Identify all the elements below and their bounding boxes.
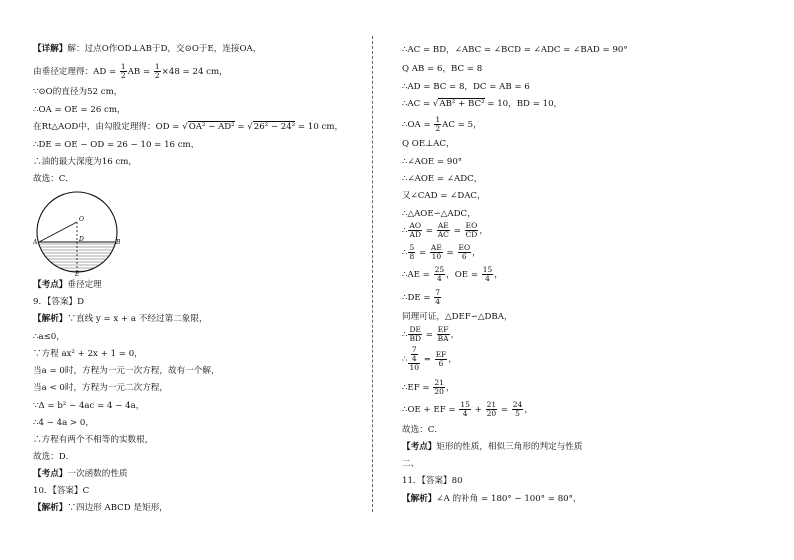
line-max-depth: ∴油的最大深度为16 cm， — [33, 157, 137, 167]
label-e: E — [75, 271, 80, 276]
line-two-roots: ∴方程有两个不相等的实数根， — [33, 435, 154, 445]
column-divider — [372, 36, 373, 512]
line-q11-analysis: 【解析】∠A 的补角 = 180° − 100° = 80°， — [402, 494, 582, 504]
line-diameter: ∵⊙O的直径为52 cm， — [33, 87, 123, 97]
fraction-half: $\frac{1}{2}$ — [120, 62, 126, 80]
line-opposite-sides: ∴AD = BC = 8，DC = AB = 6 — [402, 82, 530, 92]
line-oa: ∴OA = $\frac{1}{2}$ AC = 5， — [402, 115, 482, 133]
line-pythagoras: 在Rt△AOD中，由勾股定理得：OD = √OA² − AD² = √26² − 24² = 10 cm， — [33, 122, 344, 132]
line-answer-d: 故选：D． — [33, 452, 75, 462]
fraction: $\frac{24}{5}$ — [512, 400, 523, 418]
segment-oa — [39, 222, 77, 242]
fraction: $\frac{EO}{CD}$ — [465, 221, 478, 239]
line-q10-analysis: 【解析】∵四边形 ABCD 是矩形， — [33, 503, 168, 513]
fraction: $\frac{21}{20}$ — [486, 400, 497, 418]
line-similar-2: 同理可证，△DEF∽△DBA， — [402, 312, 513, 322]
line-case-a-negative: 当a < 0时，方程为一元二次方程， — [33, 383, 168, 393]
section-two-heading: 二、 — [402, 459, 420, 469]
line-equation: ∵方程 ax² + 2x + 1 = 0， — [33, 349, 143, 359]
fraction-half: $\frac{1}{2}$ — [435, 115, 441, 133]
label-d: D — [79, 236, 84, 243]
fraction: $\frac{25}{4}$ — [434, 265, 445, 283]
fraction: $\frac{15}{4}$ — [460, 400, 470, 418]
fraction: $\frac{AO}{AD}$ — [409, 221, 422, 239]
fraction: $\frac{EF}{BA}$ — [437, 325, 449, 343]
oil-pipe-circle-figure — [33, 188, 123, 276]
line-sum: ∴OE + EF = $\frac{15}{4}$ + $\frac{21}{20}$ = $\frac{24}{5}$ ， — [402, 400, 533, 418]
line-given-sides: Q AB = 6，BC = 8 — [402, 64, 483, 74]
line-ratio-2: ∴ $\frac{5}{8}$ = $\frac{AE}{10}$ = $\frac{EO}{6}$ ， — [402, 243, 481, 261]
fraction: $\frac{AE}{AC}$ — [437, 221, 449, 239]
fraction: $\frac{15}{4}$ — [482, 265, 493, 283]
label-b: B — [116, 239, 121, 246]
line-positive: ∴4 − 4a > 0， — [33, 418, 94, 428]
line-kaodian-2: 【考点】一次函数的性质 — [33, 469, 128, 479]
line-case-a-zero: 当a = 0时，方程为一元一次方程，故有一个解， — [33, 366, 220, 376]
line-kaodian: 【考点】垂径定理 — [33, 280, 102, 290]
line-rect-angles: ∴AC = BD，∠ABC = ∠BCD = ∠ADC = ∠BAD = 90° — [402, 45, 628, 55]
line-ae-oe: ∴AE = $\frac{25}{4}$ ，OE = $\frac{15}{4}$ ， — [402, 265, 503, 283]
line-oe-perp: Q OE⊥AC， — [402, 139, 455, 149]
line-de: ∴DE = $\frac{7}{4}$ — [402, 288, 441, 306]
fraction: $\frac{EO}{6}$ — [458, 243, 471, 261]
line-q10-answer: 10．【答案】C — [33, 486, 90, 496]
line-kaodian-3: 【考点】矩形的性质，相似三角形的判定与性质 — [402, 442, 583, 452]
fraction: $\frac{21}{20}$ — [434, 378, 444, 396]
line-answer-c: 故选：C． — [33, 174, 74, 184]
line-a-nonpositive: ∴a≤0， — [33, 332, 65, 342]
line-perpendicular-chord: 由垂径定理得：AD = $\frac{1}{2}$ AB = $\frac{1}{2}$ ×48 = 24 cm， — [33, 62, 228, 80]
line-ratio-1: ∴ $\frac{AO}{AD}$ = $\frac{AE}{AC}$ = $\frac{EO}{CD}$ ， — [402, 221, 488, 239]
fraction: $\frac{7}{4}$ — [411, 345, 417, 363]
line-q11-answer: 11．【答案】80 — [402, 476, 463, 486]
line-q9-analysis: 【解析】∵直线 y = x + a 不经过第二象限， — [33, 314, 208, 324]
fraction-nested: $\frac{\frac{7}{4}}{10}$ — [409, 345, 420, 372]
line-radius: ∴OA = OE = 26 cm， — [33, 105, 126, 115]
label-o: O — [79, 216, 84, 223]
fraction: $\frac{5}{8}$ — [409, 243, 415, 261]
line-q9-answer: 9．【答案】D — [33, 297, 85, 307]
line-ratio-4: ∴ $\frac{\frac{7}{4}}{10}$ = $\frac{EF}{6}$ ， — [402, 345, 457, 372]
line-discriminant: ∵Δ = b² − 4ac = 4 − 4a， — [33, 401, 145, 411]
fraction-half: $\frac{1}{2}$ — [154, 62, 160, 80]
line-angle-equal: ∴∠AOE = ∠ADC， — [402, 174, 483, 184]
fraction: $\frac{7}{4}$ — [435, 288, 441, 306]
line-ratio-3: ∴ $\frac{DE}{BD}$ = $\frac{EF}{BA}$ ， — [402, 325, 460, 343]
label-a: A — [33, 239, 38, 246]
fraction: $\frac{DE}{BD}$ — [409, 325, 421, 343]
line-similar-1: ∴△AOE∽△ADC， — [402, 209, 476, 219]
fraction: $\frac{AE}{10}$ — [430, 243, 442, 261]
line-de: ∴DE = OE − OD = 26 − 10 = 16 cm， — [33, 140, 200, 150]
line-angle-aoe: ∴∠AOE = 90° — [402, 157, 463, 167]
line-diagonal: ∴AC = √AB² + BC² = 10，BD = 10， — [402, 99, 563, 109]
line-explain-head: 【详解】解：过点O作OD⊥AB于D，交⊙O于E，连接OA， — [33, 44, 262, 54]
line-ef: ∴EF = $\frac{21}{20}$ ， — [402, 378, 455, 396]
line-common-angle: 又∠CAD = ∠DAC， — [402, 191, 486, 201]
fraction: $\frac{EF}{6}$ — [435, 349, 447, 368]
line-answer-c-2: 故选：C． — [402, 425, 443, 435]
